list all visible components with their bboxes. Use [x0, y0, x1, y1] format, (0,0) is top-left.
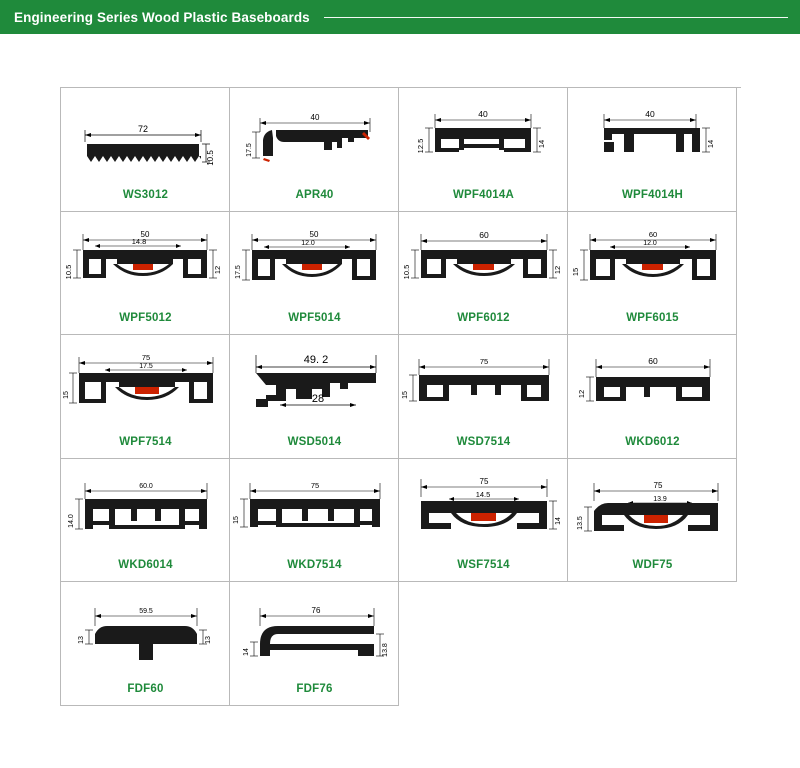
profile-drawing [61, 586, 230, 678]
product-code: FDF76 [296, 682, 333, 695]
product-code: WSD5014 [287, 435, 342, 448]
svg-text:13: 13 [205, 636, 212, 644]
svg-text:15: 15 [402, 391, 409, 399]
svg-text:13.8: 13.8 [382, 643, 389, 657]
profile-drawing [61, 92, 230, 184]
product-cell[interactable] [230, 582, 399, 706]
svg-text:40: 40 [478, 109, 488, 119]
svg-text:40: 40 [645, 109, 655, 119]
svg-text:14.5: 14.5 [475, 489, 491, 499]
profile-drawing [230, 463, 399, 555]
svg-text:75: 75 [653, 480, 663, 490]
svg-text:12.0: 12.0 [643, 239, 657, 247]
svg-text:60: 60 [648, 229, 658, 239]
product-code: FDF60 [127, 682, 164, 695]
svg-text:28: 28 [311, 393, 325, 405]
svg-text:14: 14 [243, 648, 250, 656]
profile-drawing [568, 339, 737, 431]
product-cell[interactable] [568, 459, 737, 583]
grid-filler [568, 582, 737, 706]
svg-text:50: 50 [309, 229, 319, 239]
header-divider [324, 17, 788, 18]
svg-text:75: 75 [479, 476, 489, 486]
product-grid [60, 87, 741, 706]
profile-drawing [61, 463, 230, 555]
product-code: WPF6012 [457, 312, 510, 324]
product-code: WPF4014H [621, 188, 684, 201]
product-cell[interactable] [568, 88, 737, 212]
product-cell[interactable] [399, 335, 568, 459]
product-code: WPF7514 [119, 435, 172, 448]
svg-text:10.5: 10.5 [206, 150, 215, 166]
svg-text:17.5: 17.5 [235, 264, 242, 279]
product-cell[interactable] [568, 335, 737, 459]
product-cell[interactable] [230, 88, 399, 212]
svg-text:60.0: 60.0 [139, 482, 153, 490]
profile-drawing [61, 216, 230, 308]
svg-text:60: 60 [479, 229, 489, 240]
svg-text:14: 14 [555, 516, 562, 525]
svg-text:59.5: 59.5 [139, 608, 153, 615]
profile-drawing [230, 339, 399, 431]
product-cell[interactable] [230, 212, 399, 336]
svg-text:13: 13 [78, 636, 85, 644]
profile-drawing [568, 463, 737, 555]
product-code: WSF7514 [457, 559, 510, 571]
svg-text:75: 75 [141, 353, 151, 362]
svg-text:49. 2: 49. 2 [303, 354, 329, 366]
profile-drawing [399, 216, 568, 308]
profile-drawing [399, 463, 568, 555]
svg-text:76: 76 [311, 606, 321, 615]
product-code: WDF75 [632, 559, 673, 571]
product-cell[interactable] [61, 582, 230, 706]
svg-text:50: 50 [140, 229, 150, 239]
svg-text:15: 15 [233, 515, 240, 524]
product-code: WKD6014 [118, 559, 173, 571]
svg-text:75: 75 [479, 357, 489, 366]
profile-drawing [61, 339, 230, 431]
svg-text:14.8: 14.8 [131, 236, 147, 246]
svg-text:15: 15 [63, 391, 70, 399]
svg-text:17.5: 17.5 [139, 363, 153, 370]
svg-text:12.5: 12.5 [416, 138, 425, 154]
product-code: WS3012 [122, 188, 169, 201]
svg-text:12: 12 [553, 265, 562, 274]
svg-text:15: 15 [571, 267, 580, 276]
svg-text:14: 14 [537, 139, 546, 149]
product-cell[interactable] [399, 212, 568, 336]
product-code: WPF6015 [626, 312, 679, 324]
svg-text:12: 12 [577, 389, 586, 399]
svg-text:72: 72 [137, 124, 149, 134]
svg-text:10.5: 10.5 [64, 264, 73, 279]
svg-text:14: 14 [706, 139, 715, 149]
product-cell[interactable] [230, 335, 399, 459]
svg-text:17.5: 17.5 [246, 143, 253, 157]
grid-filler [399, 582, 568, 706]
product-code: WPF5014 [288, 312, 341, 324]
product-cell[interactable] [230, 459, 399, 583]
product-code: APR40 [295, 188, 334, 201]
svg-text:40: 40 [310, 113, 320, 122]
svg-text:60: 60 [648, 356, 658, 366]
page-title: Engineering Series Wood Plastic Baseboards [14, 9, 310, 25]
svg-text:14.0: 14.0 [68, 513, 75, 528]
product-code: WKD7514 [287, 559, 342, 571]
svg-text:12.0: 12.0 [301, 239, 315, 247]
profile-drawing [230, 216, 399, 308]
page-header [0, 0, 800, 34]
profile-drawing [568, 216, 737, 308]
svg-text:13.5: 13.5 [577, 515, 584, 530]
product-cell[interactable] [399, 459, 568, 583]
product-cell[interactable] [61, 88, 230, 212]
product-cell[interactable] [399, 88, 568, 212]
svg-text:12: 12 [213, 265, 222, 274]
profile-drawing [568, 92, 737, 184]
product-code: WSD7514 [456, 435, 511, 448]
svg-text:10.5: 10.5 [402, 264, 411, 279]
profile-drawing [230, 586, 399, 678]
profile-drawing [230, 92, 399, 184]
profile-drawing [399, 339, 568, 431]
svg-text:13.9: 13.9 [653, 495, 667, 503]
product-code: WKD6012 [625, 435, 680, 448]
svg-text:75: 75 [310, 480, 320, 490]
product-cell[interactable] [61, 212, 230, 336]
product-code: WPF5012 [119, 312, 172, 324]
profile-drawing [399, 92, 568, 184]
product-cell[interactable] [568, 212, 737, 336]
product-cell[interactable] [61, 459, 230, 583]
product-cell[interactable] [61, 335, 230, 459]
product-code: WPF4014A [452, 188, 515, 201]
